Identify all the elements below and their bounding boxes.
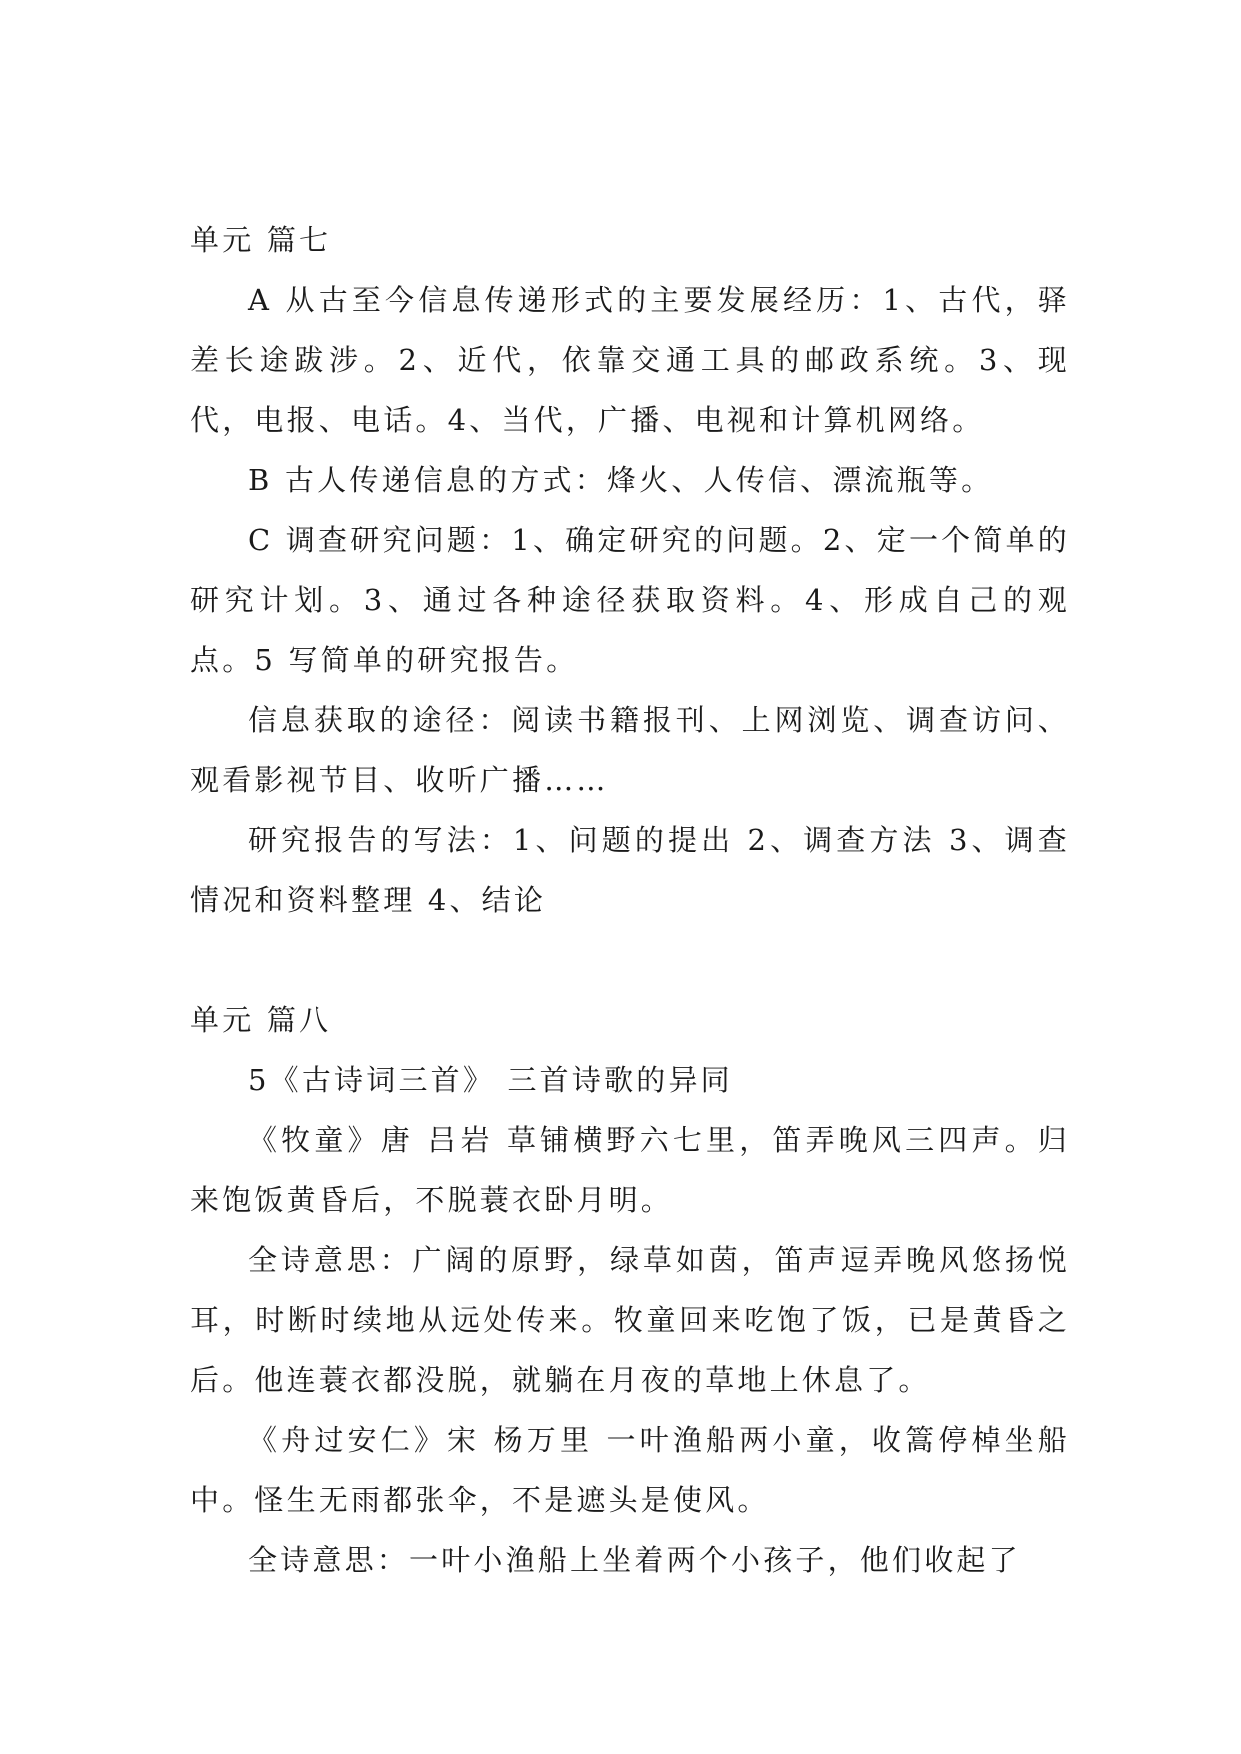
section-heading: 单元 篇七	[190, 223, 332, 257]
paragraph: C 调查研究问题：1、确定研究的问题。2、定一个简单的研究计划。3、通过各种途径获取资料。4、形成自己的观点。5 写简单的研究报告。	[190, 523, 1070, 677]
paragraph: B 古人传递信息的方式：烽火、人传信、漂流瓶等。	[248, 463, 994, 497]
section-unit-7	[190, 210, 1070, 930]
paragraph: 5《古诗词三首》 三首诗歌的异同	[248, 1063, 733, 1097]
paragraph: 《舟过安仁》宋 杨万里 一叶渔船两小童，收篙停棹坐船中。怪生无雨都张伞，不是遮头是使风。	[190, 1423, 1070, 1517]
paragraph: 《牧童》唐 吕岩 草铺横野六七里，笛弄晚风三四声。归来饱饭黄昏后，不脱蓑衣卧月明。	[190, 1123, 1070, 1217]
section-heading: 单元 篇八	[190, 1003, 332, 1037]
paragraph: 信息获取的途径：阅读书籍报刊、上网浏览、调查访问、观看影视节目、收听广播……	[190, 703, 1070, 797]
paragraph: 研究报告的写法：1、问题的提出 2、调查方法 3、调查情况和资料整理 4、结论	[190, 823, 1070, 917]
paragraph: 全诗意思：广阔的原野，绿草如茵，笛声逗弄晚风悠扬悦耳，时断时续地从远处传来。牧童回来吃饱了饭，已是黄昏之后。他连蓑衣都没脱，就躺在月夜的草地上休息了。	[190, 1243, 1070, 1397]
paragraph: 全诗意思：一叶小渔船上坐着两个小孩子，他们收起了	[248, 1543, 1021, 1577]
document-page	[190, 210, 1070, 1590]
section-unit-8	[190, 990, 1070, 1590]
section-spacer	[190, 930, 1070, 990]
paragraph: A 从古至今信息传递形式的主要发展经历：1、古代，驿差长途跋涉。2、近代，依靠交通工具的邮政系统。3、现代，电报、电话。4、当代，广播、电视和计算机网络。	[190, 283, 1070, 437]
